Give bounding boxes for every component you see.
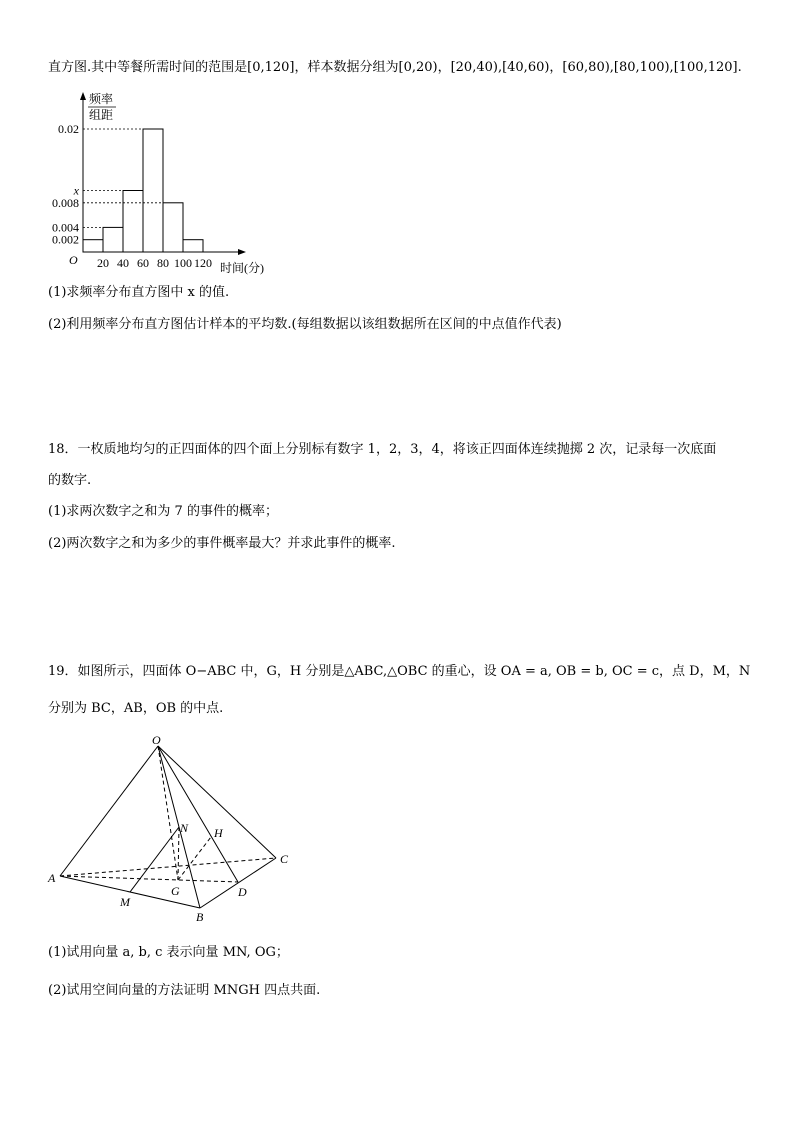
y-tick-label-2: 0.008 <box>52 195 79 210</box>
bar-3 <box>143 129 163 252</box>
problem18-statement-line1: 18．一枚质地均匀的正四面体的四个面上分别标有数字 1，2，3，4，将该正四面体连续抛掷 2 次，记录每一次底面 <box>48 442 717 457</box>
x-axis-arrow-icon <box>238 249 246 255</box>
x-tick-label-2: 60 <box>137 256 149 270</box>
problem19-question2: (2)试用空间向量的方法证明 MNGH 四点共面. <box>48 983 321 998</box>
bar-5 <box>183 240 203 252</box>
y-axis-arrow-icon <box>80 92 86 100</box>
edge-OC <box>158 746 276 858</box>
bar-2 <box>123 191 143 253</box>
x-axis-label: 时间(分) <box>220 261 264 275</box>
problem17-question1: (1)求频率分布直方图中 x 的值. <box>48 285 230 300</box>
y-tick-label-4: 0.02 <box>58 122 79 136</box>
tetrahedron-figure <box>40 730 300 930</box>
problem19-question1: (1)试用向量 a, b, c 表示向量 MN, OG； <box>48 945 289 960</box>
y-tick-label-1: 0.004 <box>52 220 79 235</box>
problem18-question1: (1)求两次数字之和为 7 的事件的概率； <box>48 504 278 519</box>
edge-BC <box>200 858 276 908</box>
label-A: A <box>48 871 56 885</box>
label-C: C <box>280 852 289 866</box>
bar-0 <box>83 240 103 252</box>
label-G: G <box>171 884 180 898</box>
bar-4 <box>163 203 183 252</box>
origin-label: O <box>69 253 78 267</box>
x-tick-label-3: 80 <box>157 256 169 270</box>
y-axis-label-numerator: 频率 <box>89 92 114 106</box>
y-axis-label-denominator: 组距 <box>89 108 114 122</box>
x-tick-label-0: 20 <box>97 256 109 270</box>
segment-NG <box>178 827 179 880</box>
y-tick-label-0: 0.002 <box>52 232 79 247</box>
y-tick-label-3: x <box>73 183 79 198</box>
problem17-question2: (2)利用频率分布直方图估计样本的平均数.(每组数据以该组数据所在区间的中点值作代表) <box>48 317 562 332</box>
x-tick-label-1: 40 <box>117 256 129 270</box>
edge-OA <box>60 746 158 876</box>
label-H: H <box>214 826 223 840</box>
x-tick-label-5: 120 <box>194 256 212 270</box>
segment-OD <box>158 746 238 882</box>
label-O: O <box>152 733 161 747</box>
problem19-statement-line2: 分别为 BC，AB，OB 的中点. <box>48 701 224 716</box>
problem17-intro: 直方图.其中等餐所需时间的范围是[0,120]，样本数据分组为[0,20)，[20,40),[40,60)，[60,80),[80,100),[100,120]. <box>48 60 742 75</box>
label-B: B <box>196 910 204 924</box>
problem19-statement-line1: 19．如图所示，四面体 O−ABC 中，G，H 分别是△ABC,△OBC 的重心，设 OA = a, OB = b, OC = c，点 D，M，N <box>48 664 751 679</box>
frequency-histogram <box>40 88 320 278</box>
x-tick-label-4: 100 <box>174 256 192 270</box>
edge-AC <box>60 858 276 876</box>
problem18-statement-line2: 的数字. <box>48 473 92 488</box>
label-D: D <box>238 885 247 899</box>
segment-AD <box>60 876 238 882</box>
bar-1 <box>103 227 123 252</box>
label-M: M <box>120 895 130 909</box>
label-N: N <box>180 821 189 835</box>
problem18-question2: (2)两次数字之和为多少的事件概率最大？并求此事件的概率. <box>48 536 396 551</box>
